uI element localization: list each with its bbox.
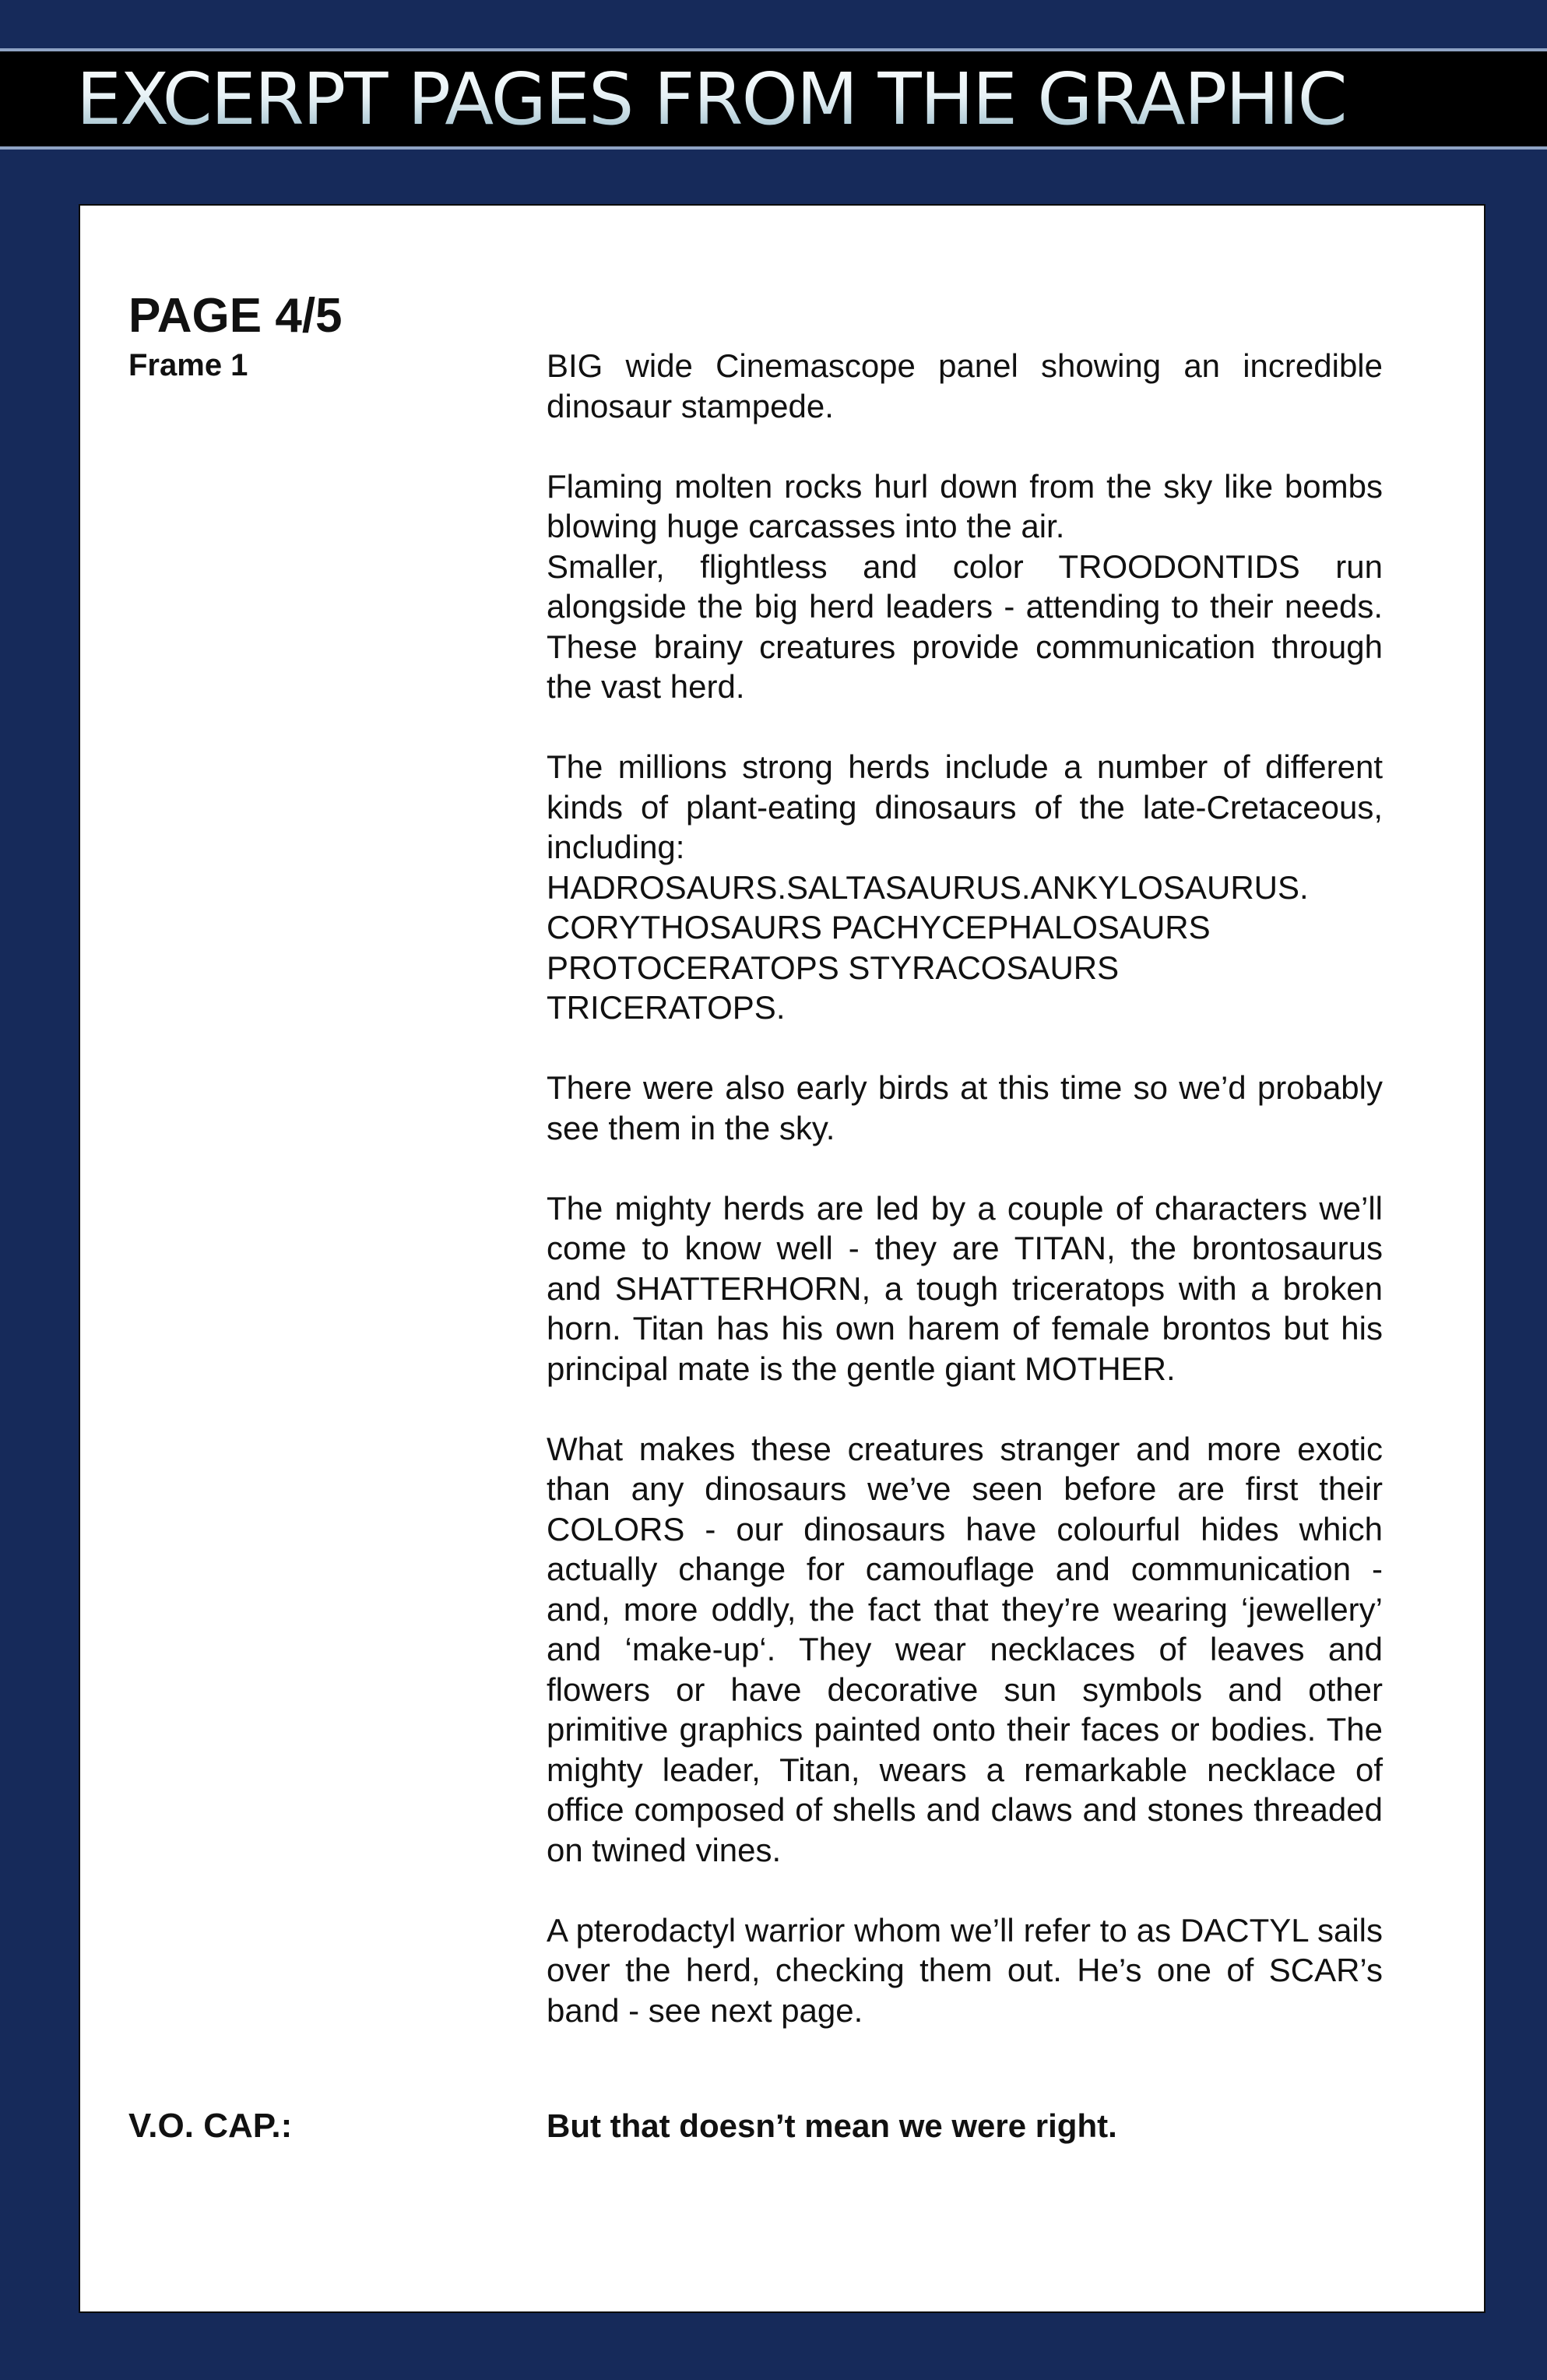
paragraph-herds <box>547 747 1383 1028</box>
text-line: What makes these creatures stranger and more exotic than any dinosaurs we’ve seen before are first their COLORS - our dinosaurs have colourful hides which actually change for camouflage and communication - and, more oddly, the fact that they’re wearing ‘jewellery’ and ‘make-up‘. They wear necklaces of leaves and flowers or have decorative sun symbols and other primitive graphics painted onto their faces or bodies. The mighty leader, Titan, wears a remarkable necklace of office composed of shells and claws and stones threaded on twined vines. <box>547 1430 1383 1868</box>
banner-title: EXCERPT PAGES FROM THE GRAPHIC <box>76 56 1346 143</box>
paragraph-dactyl <box>547 1910 1383 2031</box>
paragraph-panel <box>547 346 1383 426</box>
paragraph-rocks-troodontids <box>547 466 1383 707</box>
text-line: There were also early birds at this time so we’d probably see them in the sky. <box>547 1069 1383 1146</box>
dinosaur-list-line: PROTOCERATOPS STYRACOSAURS <box>547 949 1120 986</box>
text-line: BIG wide Cinemascope panel showing an incredible dinosaur stampede. <box>547 347 1383 424</box>
page-heading: PAGE 4/5 <box>128 289 343 343</box>
voice-over-label: V.O. CAP.: <box>128 2107 293 2145</box>
text-line: The mighty herds are led by a couple of characters we’ll come to know well - they are TITAN, the brontosaurus and SHATTERHORN, a tough triceratops with a broken horn. Titan has his own harem of female brontos but his principal mate is the gentle giant MOTHER. <box>547 1189 1383 1387</box>
text-line: A pterodactyl warrior whom we’ll refer to as DACTYL sails over the herd, checking them out. He’s one of SCAR’s band - see next page. <box>547 1911 1383 2029</box>
dinosaur-list-line: CORYTHOSAURS PACHYCEPHALOSAURS <box>547 909 1211 945</box>
text-line: The millions strong herds include a number of different kinds of plant-eating dinosaurs of the late-Cretaceous, including: <box>547 748 1383 865</box>
paragraph-colors <box>547 1429 1383 1871</box>
header-banner <box>0 48 1547 150</box>
voice-over-caption: But that doesn’t mean we were right. <box>547 2107 1117 2144</box>
paragraph-birds <box>547 1068 1383 1148</box>
voice-over-body <box>547 2106 1383 2146</box>
frame-description <box>547 346 1383 2071</box>
paragraph-characters <box>547 1188 1383 1389</box>
frame-label: Frame 1 <box>128 348 248 382</box>
dinosaur-list-line: TRICERATOPS. <box>547 989 786 1026</box>
text-line: Flaming molten rocks hurl down from the sky like bombs blowing huge carcasses into the air. <box>547 467 1383 544</box>
script-page <box>79 204 1485 2313</box>
dinosaur-list-line: HADROSAURS.SALTASAURUS.ANKYLOSAURUS. <box>547 868 1309 906</box>
text-line: Smaller, flightless and color TROODONTIDS run alongside the big herd leaders - attending to their needs. These brainy creatures provide communication through the vast herd. <box>547 547 1383 705</box>
